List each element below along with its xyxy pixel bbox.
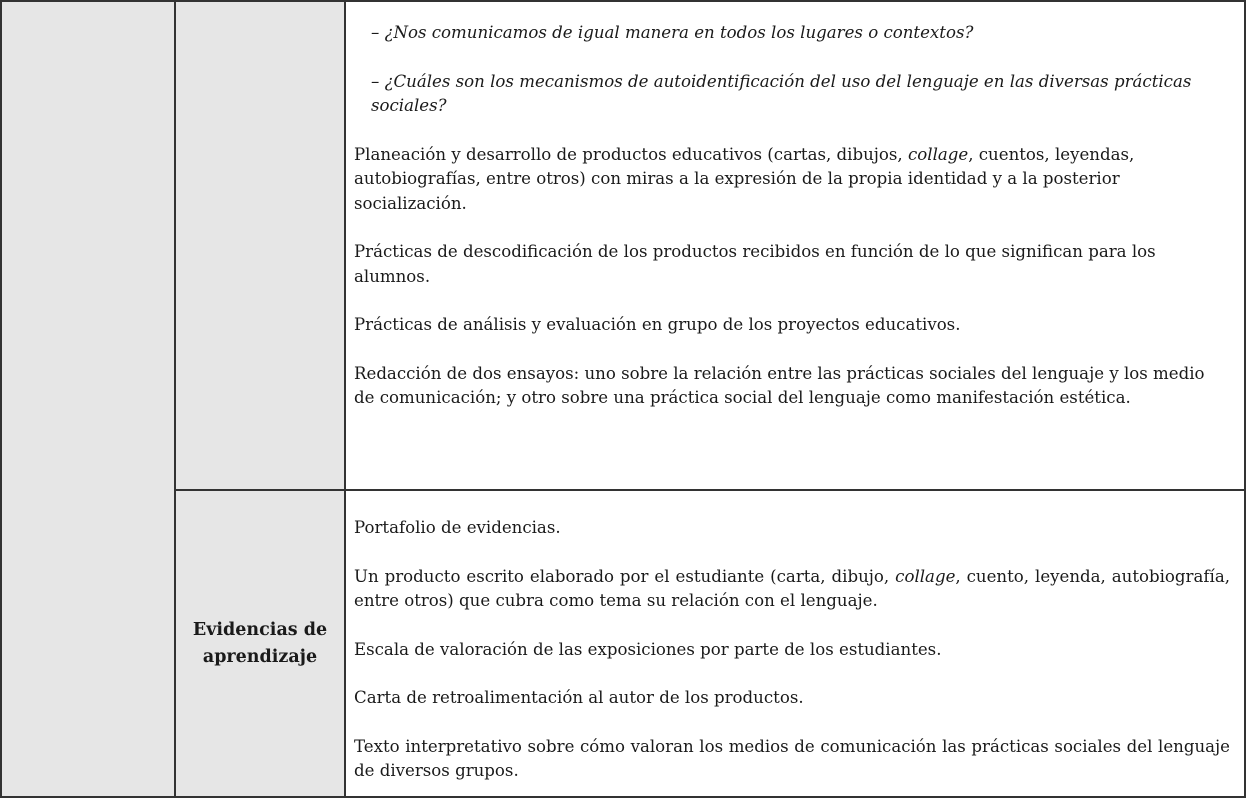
paragraph-redaccion: Redacción de dos ensayos: uno sobre la relación entre las prácticas sociales del lenguaje y los medio de comunicación; y otro sobre una práctica social del lenguaje como manifestación estética. — [354, 363, 1205, 407]
evidencia-portafolio: Portafolio de evidencias. — [354, 518, 561, 537]
paragraph-planeacion: Planeación y desarrollo de productos educativos (cartas, dibujos, collage, cuentos, leyendas, autobiografías, entre otros) con miras a la expresión de la propia identidad y a la posterior socialización. — [354, 144, 1135, 213]
evidencia-producto-escrito: Un producto escrito elaborado por el estudiante (carta, dibujo, collage, cuento, leyenda, autobiografía, entre otros) que cubra como tema su relación con el lenguaje. — [354, 566, 1230, 610]
evidencias-label-line1: Evidencias de — [192, 619, 328, 640]
evidencias-label-line2: aprendizaje — [202, 646, 318, 667]
table-row-activities — [1, 1, 1245, 490]
evidencia-escala: Escala de valoración de las exposiciones por parte de los estudiantes. — [354, 639, 942, 659]
evidencia-carta: Carta de retroalimentación al autor de los productos. — [354, 688, 804, 707]
paragraph-descodificacion: Prácticas de descodificación de los productos recibidos en función de lo que significan para los alumnos. — [354, 242, 1156, 286]
evidencias-label-cell — [175, 490, 345, 797]
paragraph-analisis: Prácticas de análisis y evaluación en grupo de los proyectos educativos. — [354, 315, 961, 334]
question-contextos: – ¿Nos comunicamos de igual manera en todos los lugares o contextos? — [371, 23, 974, 42]
table-row-evidencias — [1, 490, 1245, 797]
empty-label-cell — [175, 1, 345, 490]
evidencias-content-cell — [345, 490, 1245, 797]
activities-content-cell — [345, 1, 1245, 490]
question-autoidentificacion: – ¿Cuáles son los mecanismos de autoidentificación del uso del lenguaje en las diversas prácticas sociales? — [371, 71, 1192, 115]
evidencia-texto-interpretativo: Texto interpretativo sobre cómo valoran los medios de comunicación las prácticas sociales del lenguaje de diversos grupos. — [354, 736, 1230, 780]
empty-first-column-cell — [1, 1, 175, 797]
